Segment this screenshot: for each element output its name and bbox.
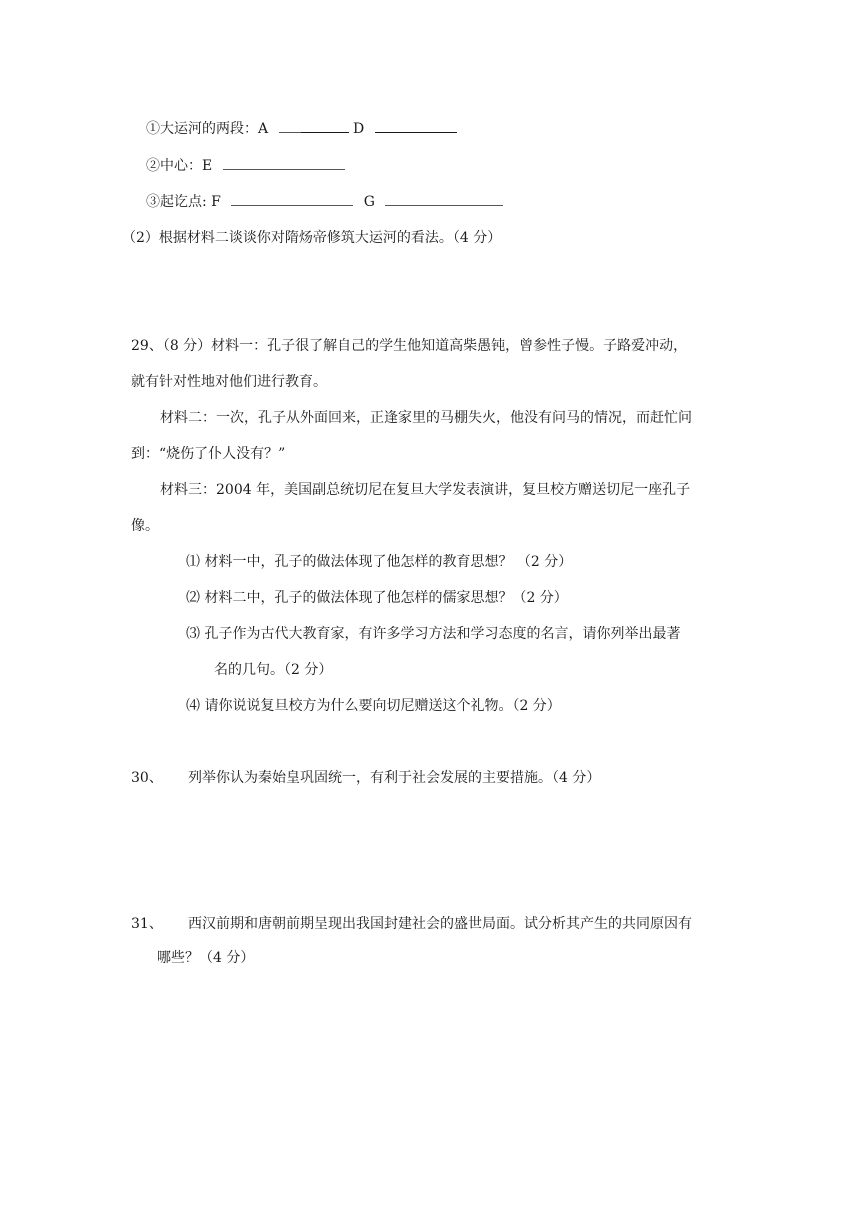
q31-text-line2: 哪些？（4 分） — [157, 950, 255, 966]
q29-material3-line1: 材料三：2004 年，美国副总统切尼在复旦大学发表演讲，复旦校方赠送切尼一座孔子 — [160, 482, 691, 498]
d-label: D — [353, 121, 365, 137]
blank-f[interactable] — [231, 191, 353, 206]
q29-material1-line1: 29、（8 分）材料一：孔子很了解自己的学生他知道高柴愚钝，曾参性子慢。子路爱冲动， — [131, 338, 688, 354]
blank-a-ext[interactable] — [301, 118, 349, 133]
question-28-2: （2）根据材料二谈谈你对隋炀帝修筑大运河的看法。（4 分） — [122, 230, 502, 246]
blank-e[interactable] — [223, 155, 345, 170]
q29-material2-line2: 到：“烧伤了仆人没有？” — [131, 446, 286, 462]
endpoints-line — [146, 191, 503, 212]
q29-material1-line2: 就有针对性地对他们进行教育。 — [131, 374, 327, 390]
blank-d[interactable] — [375, 118, 457, 133]
q29-material3-line2: 像。 — [131, 518, 159, 534]
q29-subquestion-1: ⑴ 材料一中，孔子的做法体现了他怎样的教育思想？ （2 分） — [186, 554, 573, 570]
center-label: ②中心：E — [146, 158, 213, 174]
endpoints-label: ③起讫点: F — [146, 194, 221, 210]
canal-sections-line — [146, 118, 457, 139]
center-line — [146, 155, 345, 176]
q29-subquestion-4: ⑷ 请你说说复旦校方为什么要向切尼赠送这个礼物。（2 分） — [186, 698, 561, 714]
q29-subquestion-3-line1: ⑶ 孔子作为古代大教育家，有许多学习方法和学习态度的名言，请你列举出最著 — [186, 626, 681, 642]
blank-a[interactable] — [279, 118, 301, 133]
q29-subquestion-3-line2: 名的几句。（2 分） — [214, 662, 333, 678]
canal-sections-label: ①大运河的两段：A — [146, 121, 269, 137]
q29-subquestion-2: ⑵ 材料二中，孔子的做法体现了他怎样的儒家思想？（2 分） — [186, 590, 568, 606]
q30-number: 30、 — [131, 770, 163, 786]
q29-material2-line1: 材料二：一次，孔子从外面回来，正逢家里的马棚失火，他没有问马的情况，而赶忙问 — [160, 410, 692, 426]
q31-text-line1: 西汉前期和唐朝前期呈现出我国封建社会的盛世局面。试分析其产生的共同原因有 — [188, 916, 692, 932]
g-label: G — [363, 194, 375, 210]
blank-g[interactable] — [385, 191, 503, 206]
q31-number: 31、 — [131, 916, 163, 932]
q30-text: 列举你认为秦始皇巩固统一，有利于社会发展的主要措施。（4 分） — [188, 770, 601, 786]
